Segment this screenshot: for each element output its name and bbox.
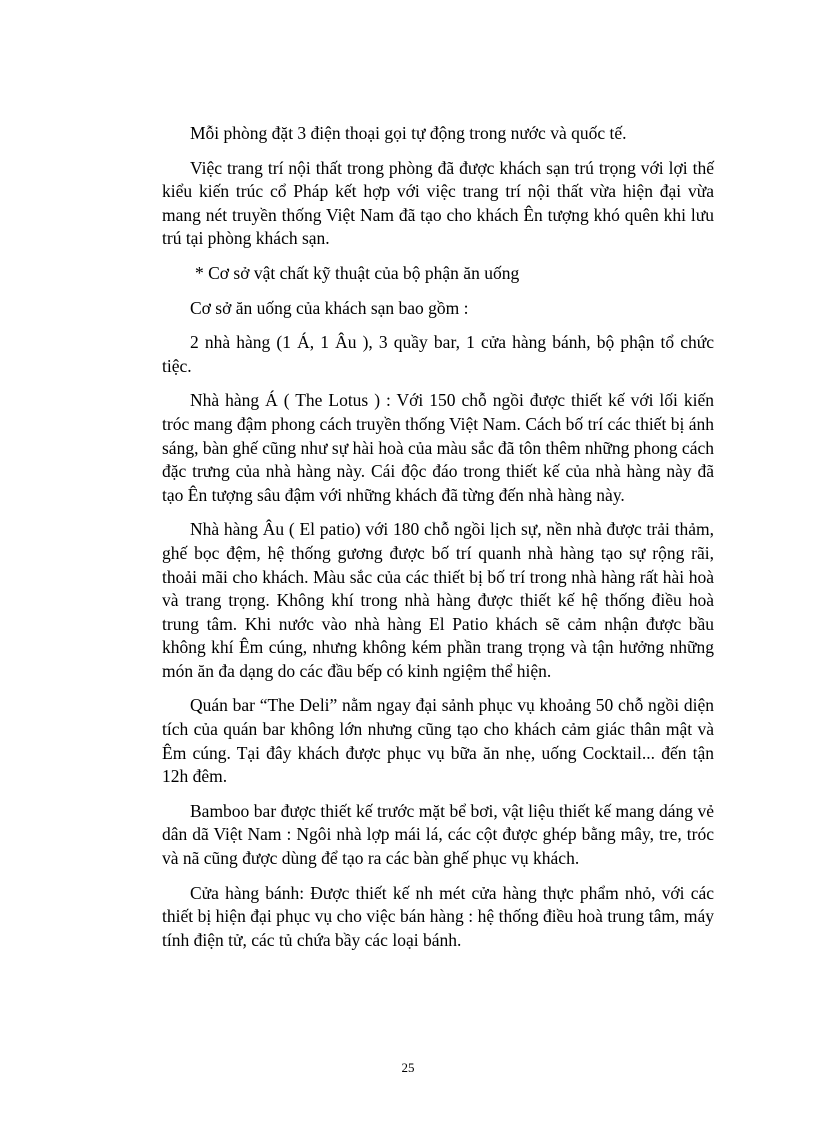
paragraph-bamboo-bar: Bamboo bar được thiết kế trước mặt bể bơi, vật liệu thiết kế mang dáng vẻ dân dã Việt Nam : Ngôi nhà lợp mái lá, các cột được ghép bằng mây, tre, tróc và nã cũng được dùng để tạo ra các bàn ghế phục vụ khách. bbox=[162, 800, 714, 869]
paragraph-el-patio: Nhà hàng Âu ( El patio) với 180 chỗ ngồi lịch sự, nền nhà được trải thảm, ghế bọc đệm, hệ thống gương được bố trí quanh nhà hàng tạo sự rộng rãi, thoải mãi cho khách. Màu sắc của các thiết bị bố trí trong nhà hàng rất hài hoà và trang trọng. Không khí trong nhà hàng được thiết kế hệ thống điều hoà trung tâm. Khi nước vào nhà hàng El Patio khách sẽ cảm nhận được bầu không khí Êm cúng, nhưng không kém phần trang trọng và tận hưởng những món ăn đa dạng do các đầu bếp có kinh ngiệm thể hiện. bbox=[162, 519, 714, 681]
paragraph-the-deli-bar: Quán bar “The Deli” nằm ngay đại sảnh phục vụ khoảng 50 chỗ ngồi diện tích của quán bar không lớn nhưng cũng tạo cho khách cảm giác thân mật và Êm cúng. Tại đây khách được phục vụ bữa ăn nhẹ, uống Cocktail... đến tận 12h đêm. bbox=[162, 695, 714, 787]
paragraph-lotus-restaurant: Nhà hàng Á ( The Lotus ) : Với 150 chỗ ngồi được thiết kế với lối kiến tróc mang đậm phong cách truyền thống Việt Nam. Cách bố trí các thiết bị ánh sáng, bàn ghế cũng như sự hài hoà của màu sắc đã tôn thêm những phong cách đặc trưng của nhà hàng này. Cái độc đáo trong thiết kế của nhà hàng này đã tạo Ên tượng sâu đậm với những khách đã từng đến nhà hàng này. bbox=[162, 390, 714, 505]
page-body bbox=[162, 122, 714, 963]
paragraph-dining-list: 2 nhà hàng (1 Á, 1 Âu ), 3 quầy bar, 1 cửa hàng bánh, bộ phận tổ chức tiệc. bbox=[162, 332, 714, 376]
paragraph-interior: Việc trang trí nội thất trong phòng đã được khách sạn trú trọng với lợi thế kiểu kiến trúc cổ Pháp kết hợp với việc trang trí nội thất vừa hiện đại vừa mang nét truyền thống Việt Nam đã tạo cho khách Ên tượng khó quên khi lưu trú tại phòng khách sạn. bbox=[162, 157, 714, 249]
paragraph-dining-intro: Cơ sở ăn uống của khách sạn bao gồm : bbox=[190, 297, 469, 318]
paragraph-phone: Mỗi phòng đặt 3 điện thoại gọi tự động trong nước và quốc tế. bbox=[190, 123, 627, 143]
page-number: 25 bbox=[401, 1060, 415, 1075]
paragraph-bakery: Cửa hàng bánh: Được thiết kế nh mét cửa hàng thực phẩm nhỏ, với các thiết bị hiện đại phục vụ cho việc bán hàng : hệ thống điều hoà trung tâm, máy tính điện tử, các tủ chứa bầy các loại bánh. bbox=[162, 882, 714, 950]
section-heading-dining: * Cơ sở vật chất kỹ thuật của bộ phận ăn uống bbox=[195, 262, 520, 283]
